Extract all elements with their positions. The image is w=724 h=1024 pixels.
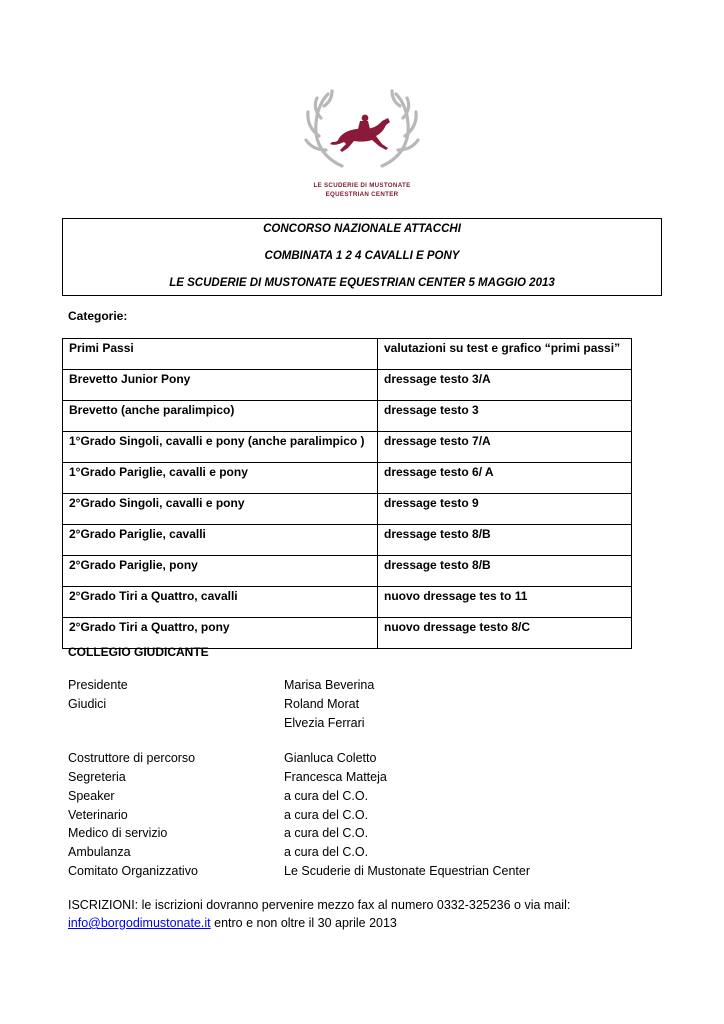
table-row [63, 463, 632, 494]
table-row [63, 525, 632, 556]
table-row [63, 618, 632, 649]
category-test: nuovo dressage testo 8/C [378, 618, 632, 649]
event-title-box [62, 218, 662, 296]
category-name: 2°Grado Pariglie, pony [63, 556, 378, 587]
person-name: Roland Morat [284, 697, 360, 711]
category-test: valutazioni su test e grafico “primi passi” [378, 339, 632, 370]
event-title-line1: CONCORSO NAZIONALE ATTACCHI [263, 223, 461, 235]
category-name: 1°Grado Pariglie, cavalli e pony [63, 463, 378, 494]
category-name: 1°Grado Singoli, cavalli e pony (anche paralimpico ) [63, 432, 378, 463]
table-row [63, 556, 632, 587]
person-name: a cura del C.O. [284, 789, 369, 803]
categories-table [62, 338, 632, 649]
role-label: Veterinario [68, 808, 128, 822]
category-test: dressage testo 8/B [378, 525, 632, 556]
event-title-line2: COMBINATA 1 2 4 CAVALLI E PONY [264, 250, 460, 262]
table-row [63, 587, 632, 618]
iscrizioni-text: ISCRIZIONI: le iscrizioni dovranno pervenire mezzo fax al numero 0332-325236 o via mail: [68, 898, 571, 912]
antlers-horse-emblem [302, 88, 422, 180]
role-label: Comitato Organizzativo [68, 864, 198, 878]
category-test: dressage testo 8/B [378, 556, 632, 587]
category-test: dressage testo 7/A [378, 432, 632, 463]
person-name: Elvezia Ferrari [284, 716, 365, 730]
person-name: a cura del C.O. [284, 845, 369, 859]
table-row [63, 494, 632, 525]
role-label: Costruttore di percorso [68, 751, 196, 765]
category-name: 2°Grado Tiri a Quattro, pony [63, 618, 378, 649]
collegio-title: COLLEGIO GIUDICANTE [68, 645, 209, 659]
person-name: Gianluca Coletto [284, 751, 377, 765]
iscrizioni-deadline: entro e non oltre il 30 aprile 2013 [210, 916, 397, 930]
category-name: 2°Grado Singoli, cavalli e pony [63, 494, 378, 525]
category-test: dressage testo 9 [378, 494, 632, 525]
role-label: Segreteria [68, 770, 126, 784]
role-label: Presidente [68, 678, 128, 692]
role-label: Medico di servizio [68, 826, 168, 840]
category-test: nuovo dressage tes to 11 [378, 587, 632, 618]
logo-text-line1: LE SCUDERIE DI MUSTONATE [313, 182, 411, 189]
table-row [63, 432, 632, 463]
role-label: Ambulanza [68, 845, 131, 859]
role-label: Giudici [68, 697, 107, 711]
event-title-line3: LE SCUDERIE DI MUSTONATE EQUESTRIAN CENTER 5 MAGGIO 2013 [169, 277, 555, 289]
category-test: dressage testo 3/A [378, 370, 632, 401]
category-test: dressage testo 3 [378, 401, 632, 432]
categorie-label: Categorie: [68, 309, 128, 323]
person-name: Le Scuderie di Mustonate Equestrian Center [284, 864, 530, 878]
person-name: a cura del C.O. [284, 808, 369, 822]
category-name: Brevetto (anche paralimpico) [63, 401, 378, 432]
person-name: Francesca Matteja [284, 770, 387, 784]
category-name: Brevetto Junior Pony [63, 370, 378, 401]
person-name: a cura del C.O. [284, 826, 369, 840]
category-test: dressage testo 6/ A [378, 463, 632, 494]
role-label: Speaker [68, 789, 115, 803]
iscrizioni-line2 [68, 916, 397, 930]
table-row [63, 339, 632, 370]
category-name: 2°Grado Tiri a Quattro, cavalli [63, 587, 378, 618]
table-row [63, 401, 632, 432]
logo [302, 88, 422, 204]
table-row [63, 370, 632, 401]
category-name: Primi Passi [63, 339, 378, 370]
category-name: 2°Grado Pariglie, cavalli [63, 525, 378, 556]
logo-text-line2: EQUESTRIAN CENTER [325, 191, 399, 198]
email-link[interactable]: info@borgodimustonate.it [68, 916, 211, 930]
person-name: Marisa Beverina [284, 678, 375, 692]
